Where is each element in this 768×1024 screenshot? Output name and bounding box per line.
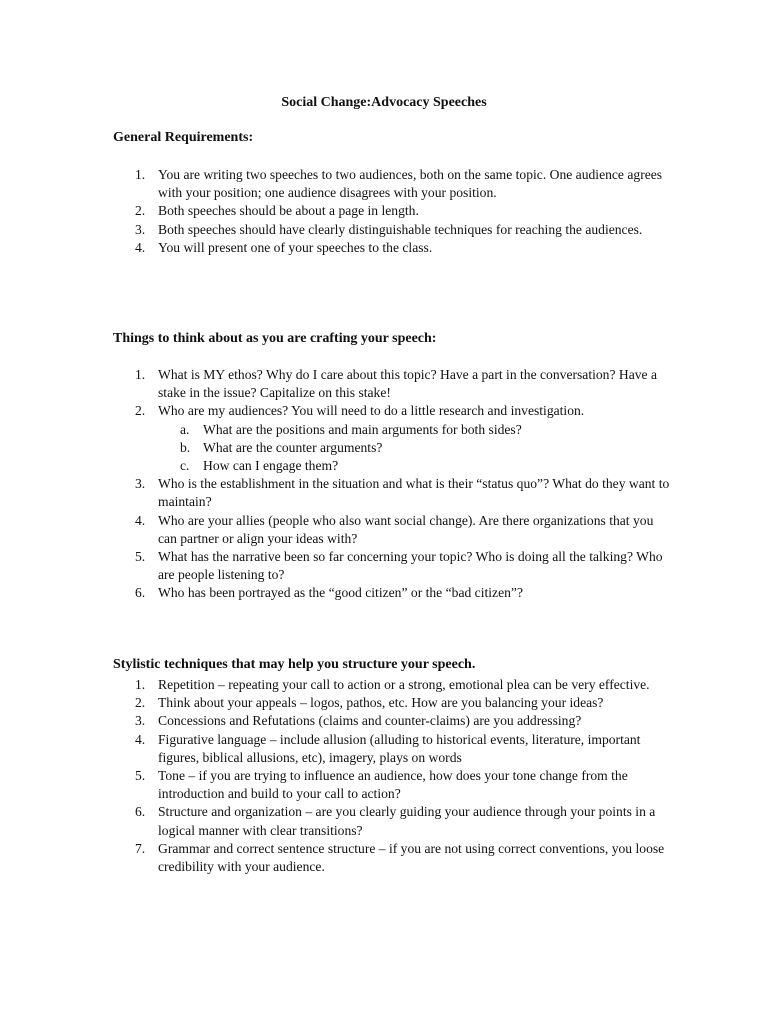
list-item-text: Think about your appeals – logos, pathos, etc. How are you balancing your ideas? — [158, 695, 604, 711]
list-number: 3. — [135, 476, 146, 492]
list-item — [113, 166, 673, 202]
list-number: 2. — [135, 695, 146, 711]
sub-list-item — [158, 421, 673, 439]
sub-list-item-text: What are the counter arguments? — [203, 439, 383, 455]
list-item-text: Who are my audiences? You will need to do a little research and investigation. — [158, 403, 585, 419]
list-item — [113, 402, 673, 475]
stylistic-techniques-list — [113, 676, 673, 876]
list-item — [113, 840, 673, 876]
list-item-text: Who is the establishment in the situation and what is their “status quo”? What do they want to maintain? — [158, 476, 670, 510]
list-item — [113, 202, 673, 220]
list-item-text: You will present one of your speeches to the class. — [158, 239, 433, 255]
things-to-think-about-list — [113, 366, 673, 603]
document-title: Social Change:Advocacy Speeches — [281, 95, 487, 110]
list-item — [113, 512, 673, 548]
list-number: 6. — [135, 585, 146, 601]
sub-list-letter: c. — [180, 458, 190, 474]
list-number: 3. — [135, 221, 146, 237]
section-heading-things-to-think-about: Things to think about as you are crafting your speech: — [113, 331, 437, 346]
list-item — [113, 767, 673, 803]
section-heading-general-requirements: General Requirements: — [113, 130, 254, 145]
list-item-text: Both speeches should be about a page in length. — [158, 203, 419, 219]
list-number: 6. — [135, 804, 146, 820]
list-item — [113, 584, 673, 602]
list-item-text: What has the narrative been so far concerning your topic? Who is doing all the talking? Who are people listening to? — [158, 549, 663, 583]
list-number: 2. — [135, 403, 146, 419]
sub-list — [158, 421, 673, 476]
list-item — [113, 239, 673, 257]
list-number: 1. — [135, 367, 146, 382]
list-item — [113, 803, 673, 839]
list-item-text: Both speeches should have clearly distinguishable techniques for reaching the audiences. — [158, 221, 643, 237]
list-item-text: Structure and organization – are you clearly guiding your audience through your points in a logical manner with clear transitions? — [158, 804, 656, 838]
list-item — [113, 221, 673, 239]
general-requirements-list — [113, 166, 673, 257]
list-number: 4. — [135, 512, 146, 528]
list-number: 4. — [135, 731, 146, 747]
list-item-text: Grammar and correct sentence structure – if you are not using correct conventions, you loose credibility with your audience. — [158, 840, 665, 875]
list-item — [113, 694, 673, 712]
list-item-text: Concessions and Refutations (claims and counter-claims) are you addressing? — [158, 713, 582, 729]
list-item-text: What is MY ethos? Why do I care about this topic? Have a part in the conversation? Have a stake in the issue? Capitalize on this stake! — [158, 367, 658, 401]
list-number: 1. — [135, 167, 146, 182]
list-item — [113, 712, 673, 730]
sub-list-item-text: What are the positions and main arguments for both sides? — [203, 421, 522, 437]
list-item-text: Who are your allies (people who also want social change). Are there organizations that you can partner or align your ideas with? — [158, 512, 654, 546]
list-number: 5. — [135, 549, 146, 565]
section-heading-stylistic-techniques: Stylistic techniques that may help you structure your speech. — [113, 657, 476, 672]
sub-list-item-text: How can I engage them? — [203, 458, 339, 474]
list-item-text: Who has been portrayed as the “good citizen” or the “bad citizen”? — [158, 585, 523, 601]
list-number: 7. — [135, 840, 146, 856]
list-number: 2. — [135, 203, 146, 219]
sub-list-letter: a. — [180, 421, 190, 437]
list-item-text: Figurative language – include allusion (alluding to historical events, literature, important figures, biblical allusions, etc), imagery, plays on words — [158, 731, 641, 765]
sub-list-item — [158, 457, 673, 475]
list-number: 5. — [135, 768, 146, 784]
list-number: 3. — [135, 713, 146, 729]
list-item — [113, 366, 673, 402]
list-number: 1. — [135, 677, 146, 692]
sub-list-letter: b. — [180, 439, 191, 455]
list-item — [113, 475, 673, 511]
list-item-text: Repetition – repeating your call to action or a strong, emotional plea can be very effective. — [158, 677, 650, 692]
list-number: 4. — [135, 239, 146, 255]
list-item-text: You are writing two speeches to two audiences, both on the same topic. One audience agrees with your position; one audience disagrees with your position. — [158, 167, 663, 201]
list-item-text: Tone – if you are trying to influence an audience, how does your tone change from the introduction and build to your call to action? — [158, 768, 628, 802]
list-item — [113, 731, 673, 767]
sub-list-item — [158, 439, 673, 457]
list-item — [113, 548, 673, 584]
list-item — [113, 676, 673, 694]
